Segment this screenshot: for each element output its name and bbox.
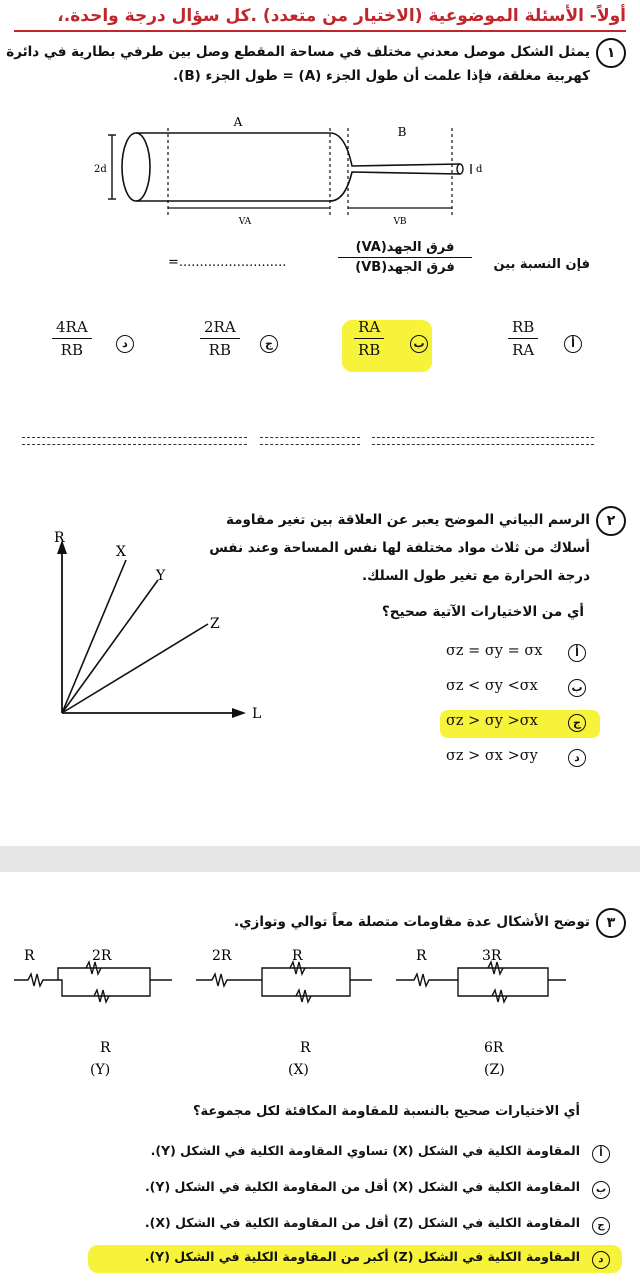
q1-option-a-den: RA	[512, 341, 535, 359]
circuit-z-top2: 3R	[482, 948, 502, 964]
q2-text-line3: درجة الحرارة مع تغير طول السلك.	[361, 568, 590, 584]
circuit-y-bottom: R	[100, 1040, 111, 1056]
q2-resistance-graph	[40, 528, 280, 728]
circuit-z-bottom: 6R	[484, 1040, 504, 1056]
page-gap	[0, 846, 640, 872]
q1-option-b-mark[interactable]: ب	[410, 335, 428, 353]
section-title: أولاً- الأسئلة الموضوعية (الاختيار من متعدد) .كل سؤال درجة واحدة.،	[57, 6, 626, 26]
q1-option-a-mark[interactable]: أ	[564, 335, 582, 353]
circuit-z-name: (Z)	[484, 1062, 505, 1078]
q1-option-d-den: RB	[60, 341, 83, 359]
circuit-z	[396, 962, 566, 1002]
ratio-numerator: فرق الجهد(VA)	[355, 240, 455, 255]
separator-dash-2	[260, 437, 360, 445]
q3-option-a[interactable]: المقاومة الكلية في الشكل (X) تساوي المقاومة الكلية في الشكل (Y).	[150, 1143, 580, 1158]
q2-text-line2: أسلاك من ثلاث مواد مختلفة لها نفس المساحة وعند نفس	[209, 540, 590, 556]
graph-axis-x: L	[252, 706, 262, 722]
q2-option-c[interactable]: σz > σy >σx	[446, 713, 538, 729]
ratio-denominator: فرق الجهد(VB)	[355, 260, 455, 275]
q2-option-a[interactable]: σz = σy = σx	[446, 643, 543, 659]
q2-text-line1: الرسم البياني الموضح يعبر عن العلاقة بين تغير مقاومة	[225, 512, 590, 528]
ratio-fraction	[330, 240, 480, 275]
q3-option-a-mark[interactable]: أ	[592, 1145, 610, 1163]
circuit-x	[196, 962, 372, 1002]
q1-option-c-den: RB	[208, 341, 231, 359]
q2-option-d[interactable]: σz > σx >σy	[446, 748, 538, 764]
graph-line-z: Z	[210, 616, 220, 632]
fig-label-d: d	[476, 164, 483, 175]
circuit-x-bottom: R	[300, 1040, 311, 1056]
separator-dash-1	[22, 437, 247, 445]
q1-option-d-mark[interactable]: د	[116, 335, 134, 353]
circuit-x-top2: R	[292, 948, 303, 964]
q2-option-b[interactable]: σz < σy <σx	[446, 678, 538, 694]
circuit-y-name: (Y)	[90, 1062, 111, 1078]
q1-option-d-num: 4RA	[56, 318, 88, 336]
q1-option-a-num: RB	[512, 318, 535, 336]
q1-option-b-num: RA	[358, 318, 381, 336]
circuit-y-top2: 2R	[92, 948, 112, 964]
q1-option-c-mark[interactable]: ج	[260, 335, 278, 353]
fig-label-vb: VB	[393, 217, 407, 227]
q3-circuits-figure	[0, 940, 640, 1090]
q2-option-b-mark[interactable]: ب	[568, 679, 586, 697]
question-number-2: ٢	[596, 506, 626, 536]
question-number-3: ٣	[596, 908, 626, 938]
ratio-prefix: فإن النسبة بين	[493, 257, 590, 272]
q2-option-d-mark[interactable]: د	[568, 749, 586, 767]
q1-text-line1: يمثل الشكل موصل معدني مختلف في مساحة المقطع وصل بين طرفي بطارية في دائرة	[6, 44, 590, 60]
q3-option-c[interactable]: المقاومة الكلية في الشكل (Z) أقل من المقاومة الكلية في الشكل (X).	[144, 1215, 580, 1230]
q1-option-d[interactable]	[52, 318, 92, 359]
fig-label-a: A	[233, 115, 243, 129]
graph-axis-y: R	[54, 530, 65, 546]
graph-line-y: Y	[156, 568, 166, 584]
circuit-z-top1: R	[416, 948, 427, 964]
circuit-y-top1: R	[24, 948, 35, 964]
question-number-1: ١	[596, 38, 626, 68]
q1-option-c-num: 2RA	[204, 318, 236, 336]
q2-option-c-mark[interactable]: ج	[568, 714, 586, 732]
title-underline	[14, 30, 626, 32]
q3-option-c-mark[interactable]: ج	[592, 1217, 610, 1235]
q3-text: توضح الأشكال عدة مقاومات متصلة معاً توالي وتوازي.	[234, 914, 590, 930]
fig-label-b: B	[397, 125, 407, 139]
q1-option-c[interactable]	[200, 318, 240, 359]
q1-option-a[interactable]	[508, 318, 538, 359]
separator-dash-3	[372, 437, 594, 445]
page-header	[0, 0, 640, 32]
circuit-x-top1: 2R	[212, 948, 232, 964]
circuit-y	[14, 962, 172, 1002]
ratio-blank: =..........................	[168, 255, 287, 270]
graph-line-x: X	[116, 544, 126, 560]
q3-option-d[interactable]: المقاومة الكلية في الشكل (Z) أكبر من المقاومة الكلية في الشكل (Y).	[144, 1249, 580, 1264]
fig-label-va: VA	[238, 217, 252, 227]
fig-label-2d: 2d	[94, 164, 107, 175]
ratio-bar	[338, 257, 472, 258]
q3-question: أي الاختيارات صحيح بالنسبة للمقاومة المكافئة لكل مجموعة؟	[192, 1104, 580, 1119]
q3-option-d-mark[interactable]: د	[592, 1251, 610, 1269]
q3-option-b-mark[interactable]: ب	[592, 1181, 610, 1199]
q1-option-b[interactable]	[354, 318, 384, 359]
q2-question: أي من الاختيارات الآتية صحيح؟	[381, 604, 584, 620]
circuit-x-name: (X)	[288, 1062, 309, 1078]
q1-option-b-den: RB	[358, 341, 381, 359]
q3-option-b[interactable]: المقاومة الكلية في الشكل (X) أقل من المقاومة الكلية في الشكل (Y).	[144, 1179, 580, 1194]
q2-option-a-mark[interactable]: أ	[568, 644, 586, 662]
q1-text-line2: كهربية مغلقة، فإذا علمت أن طول الجزء (A) = طول الجزء (B).	[173, 68, 590, 84]
q1-conductor-figure	[90, 110, 510, 235]
